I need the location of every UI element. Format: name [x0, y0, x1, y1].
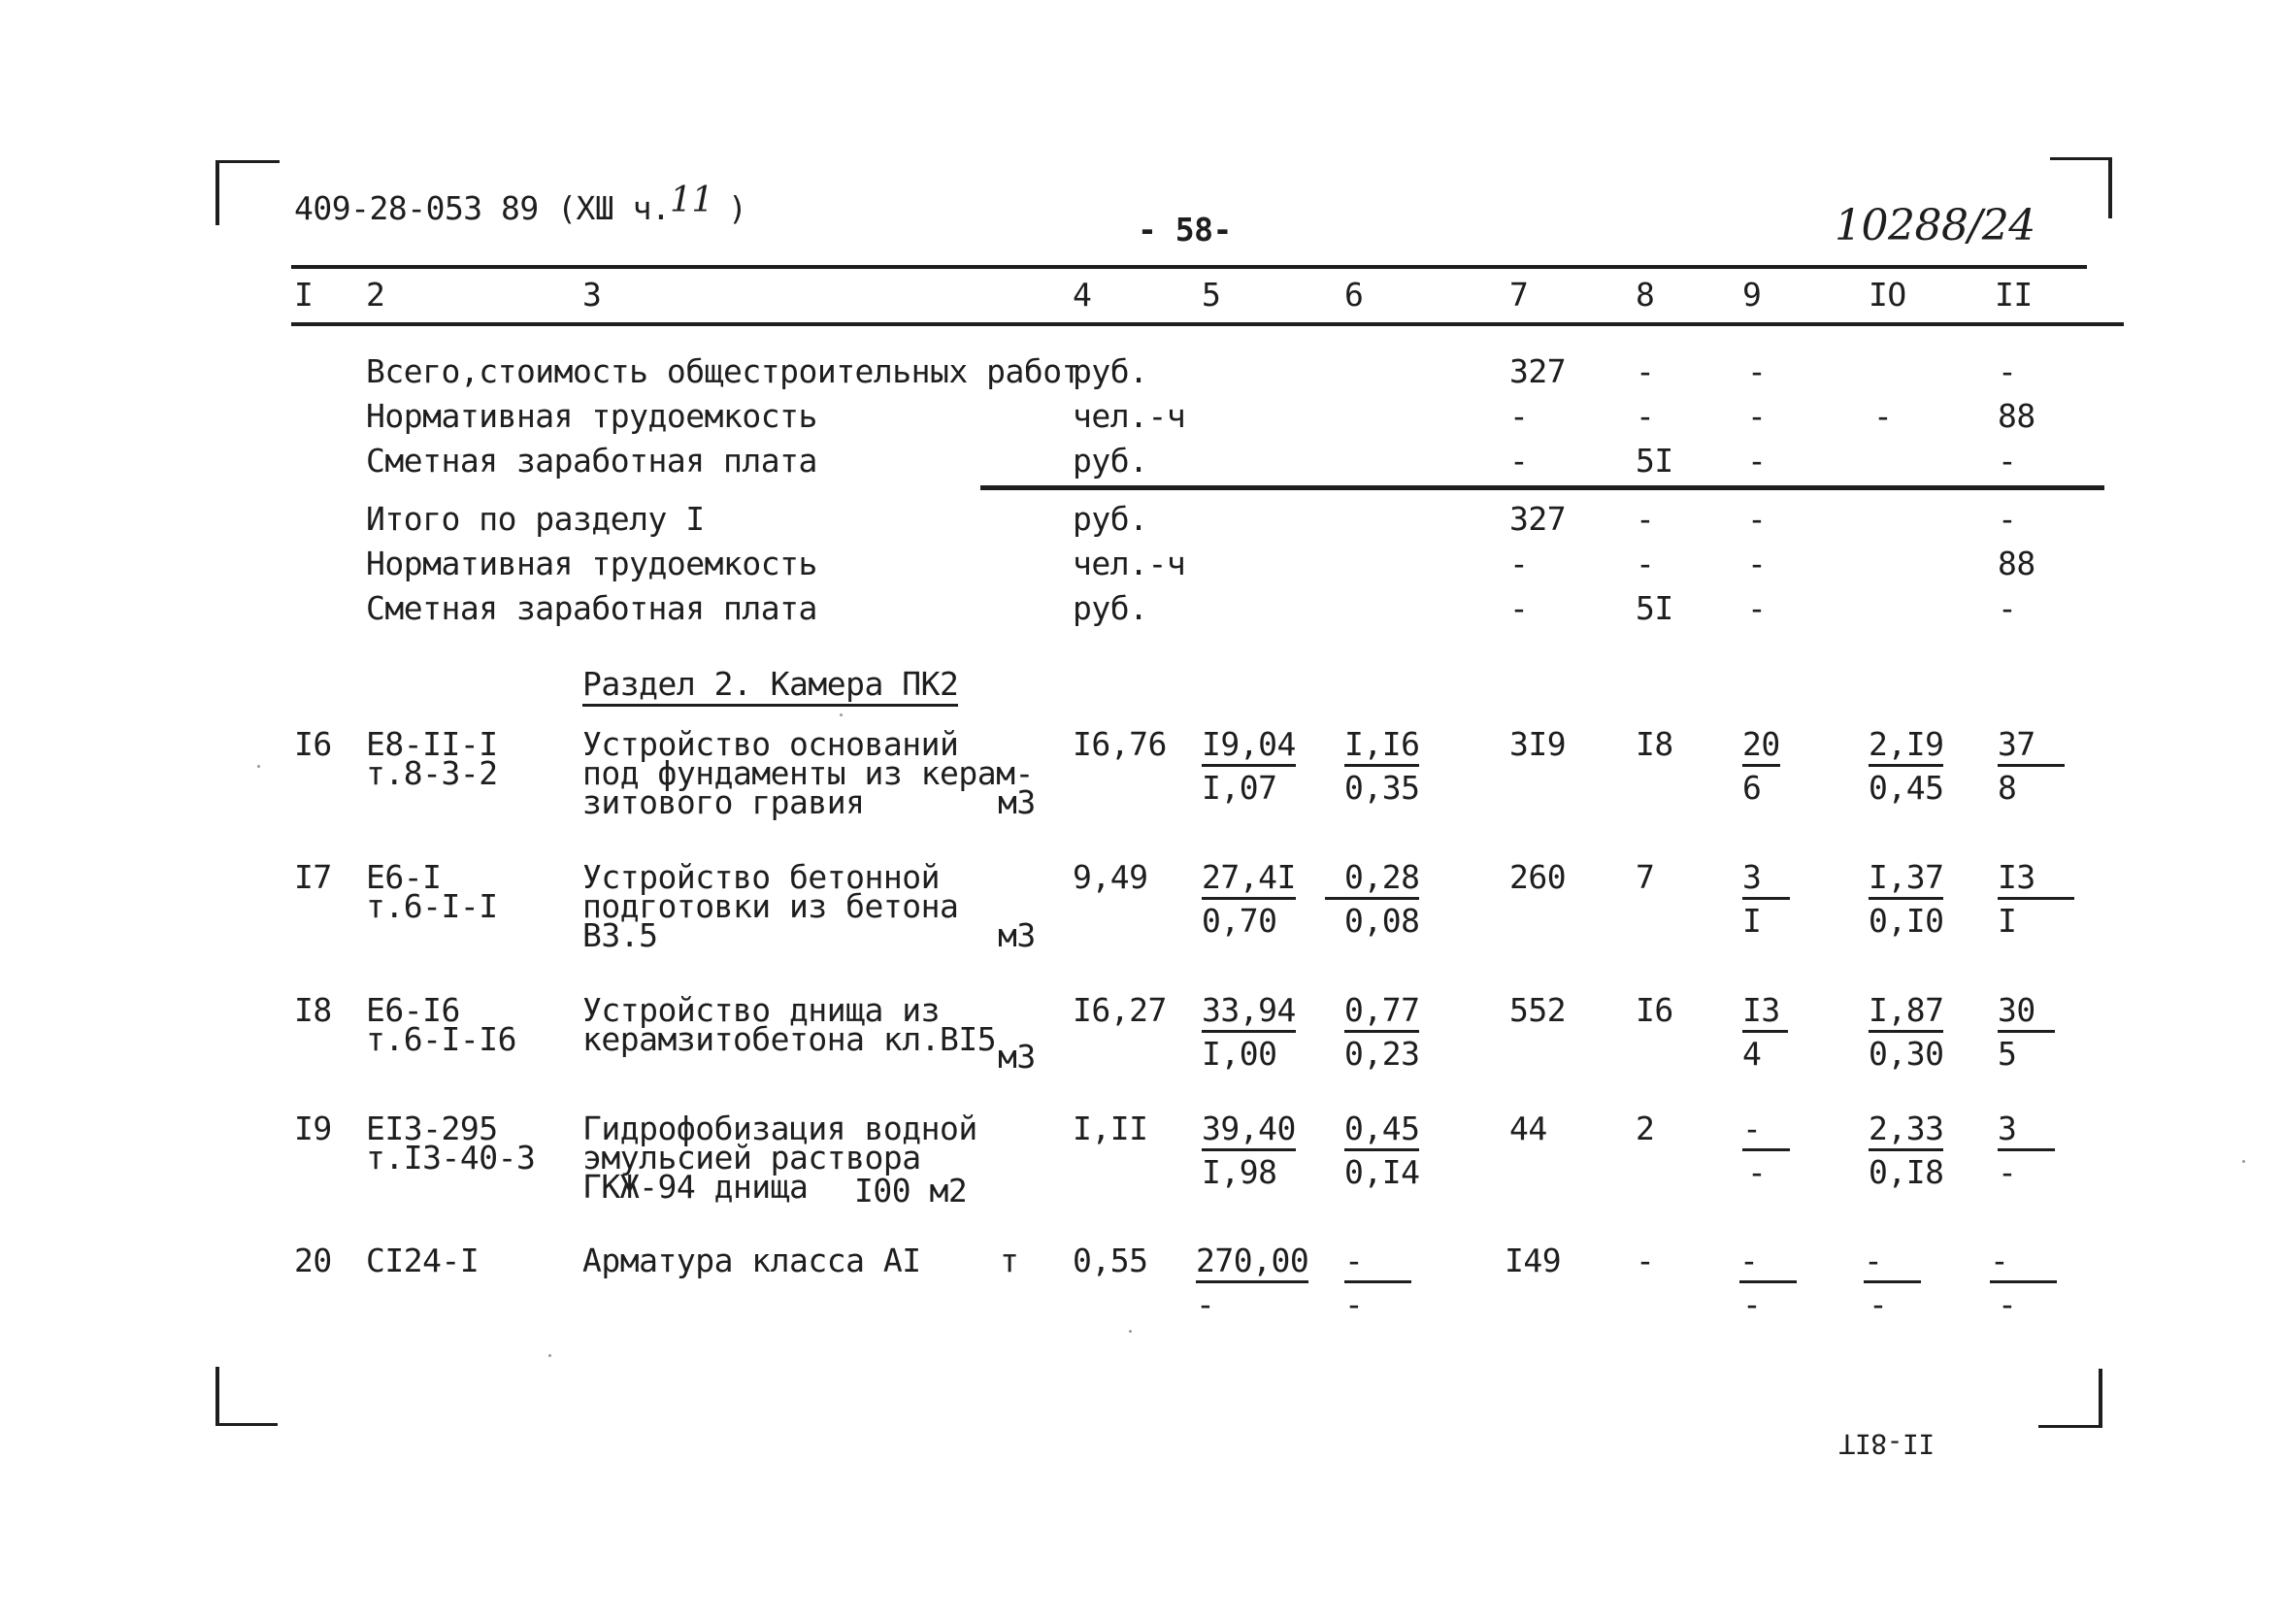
part-number: 11 [670, 181, 713, 220]
row-c5-bottom: 0,70 [1202, 902, 1277, 940]
header-top-rule [291, 265, 2087, 269]
corner-mark-bottom-left [215, 1367, 278, 1426]
section-labor-c8: - [1636, 545, 1655, 582]
row-c10-top: I,87 [1869, 992, 1943, 1033]
row-c7: I49 [1505, 1242, 1562, 1279]
col-header-7: 7 [1509, 276, 1529, 314]
row-c6-bottom: 0,23 [1344, 1035, 1420, 1073]
total-row-c9: - [1747, 352, 1767, 390]
section-labor-label: Нормативная трудоемкость [366, 545, 817, 582]
row-c4: I6,76 [1073, 725, 1167, 763]
row-c5-bottom: - [1196, 1285, 1215, 1323]
section-wage-c9: - [1747, 589, 1767, 627]
header-bottom-rule [291, 322, 2124, 326]
row-number: I9 [294, 1110, 332, 1147]
row-code-line-1: СI24-I [366, 1242, 480, 1279]
row-desc-line-3: В3.5 [582, 916, 658, 954]
row-c10-bottom: 0,I8 [1869, 1153, 1944, 1191]
labor-row-c10: - [1873, 397, 1893, 435]
row-code-line-1: Е8-II-I [366, 725, 498, 763]
page-number: - 58- [1138, 211, 1232, 249]
col-header-5: 5 [1202, 276, 1221, 314]
scan-speck [1129, 1330, 1132, 1333]
row-c5-bottom: I,98 [1202, 1153, 1277, 1191]
row-c10-top: 2,I9 [1869, 726, 1943, 767]
row-c9-top: 20 [1742, 726, 1780, 767]
row-c10-bottom: 0,I0 [1869, 902, 1944, 940]
row-desc-line-1: Гидрофобизация водной [582, 1110, 977, 1147]
row-c6-bottom: 0,35 [1344, 769, 1420, 807]
labor-row-c9: - [1747, 397, 1767, 435]
col-header-10: IO [1869, 276, 1906, 314]
wage-row-c11: - [1998, 442, 2017, 480]
row-c7: 552 [1509, 991, 1567, 1029]
row-c6-bottom: - [1344, 1285, 1364, 1323]
col-header-3: 3 [582, 276, 602, 314]
row-desc-line-1: Арматура класса АI [582, 1242, 921, 1279]
col-header-4: 4 [1073, 276, 1092, 314]
section-wage-unit: руб. [1073, 589, 1148, 627]
row-unit: м3 [998, 1038, 1036, 1076]
section-labor-c7: - [1509, 545, 1529, 582]
row-c10-top: I,37 [1869, 859, 1943, 900]
col-header-9: 9 [1742, 276, 1762, 314]
row-code-line-1: Е6-I6 [366, 991, 460, 1029]
row-c8: - [1636, 1242, 1655, 1279]
row-number: I8 [294, 991, 332, 1029]
row-code-line-1: Е6-I [366, 858, 442, 896]
row-number: I6 [294, 725, 332, 763]
row-c6-top: 0,77 [1344, 992, 1419, 1033]
corner-mark-top-left [215, 160, 280, 225]
row-number: 20 [294, 1242, 332, 1279]
row-code-line-2: т.8-3-2 [366, 754, 498, 792]
row-c5-top: 27,4I [1202, 859, 1296, 900]
row-c6-top: - [1344, 1243, 1411, 1283]
row-unit: I00 м2 [854, 1172, 968, 1210]
doc-code: 409-28-053 89 (ХШ ч. [294, 189, 671, 227]
row-c9-bottom: - [1742, 1285, 1762, 1323]
row-c11-bottom: I [1998, 902, 2017, 940]
row-desc-line-2: под фундаменты из керам- [582, 754, 1034, 792]
row-desc-line-2: подготовки из бетона [582, 887, 959, 925]
labor-row-c11: 88 [1998, 397, 2035, 435]
row-c11-top: 37 [1998, 726, 2065, 767]
scan-speck [548, 1354, 551, 1357]
row-c11-top: 30 [1998, 992, 2055, 1033]
row-c4: I,II [1073, 1110, 1148, 1147]
wage-row-c8: 5I [1636, 442, 1673, 480]
row-c11-top: - [1990, 1243, 2057, 1283]
total-row-unit: руб. [1073, 352, 1148, 390]
row-c9-top: - [1742, 1110, 1790, 1151]
row-c5-top: 39,40 [1202, 1110, 1296, 1151]
wage-row-c7: - [1509, 442, 1529, 480]
labor-row-unit: чел.-ч [1073, 397, 1186, 435]
total-row-c7: 327 [1509, 352, 1567, 390]
row-number: I7 [294, 858, 332, 896]
row-c11-bottom: 5 [1998, 1035, 2017, 1073]
row-c9-top: 3 [1742, 859, 1790, 900]
corner-mark-top-right [2050, 157, 2112, 218]
row-c10-bottom: - [1869, 1285, 1888, 1323]
row-c4: I6,27 [1073, 991, 1167, 1029]
row-code-line-2: т.I3-40-3 [366, 1139, 536, 1177]
row-c11-top: 3 [1998, 1110, 2055, 1151]
row-c9-top: I3 [1742, 992, 1788, 1033]
subtotal-rule [980, 485, 2104, 490]
row-code-line-1: ЕI3-295 [366, 1110, 498, 1147]
row-unit: м3 [998, 916, 1036, 954]
row-unit: м3 [998, 783, 1036, 821]
row-desc-line-1: Устройство бетонной [582, 858, 940, 896]
row-c9-bottom: 4 [1742, 1035, 1762, 1073]
labor-row-label: Нормативная трудоемкость [366, 397, 817, 435]
row-c6-top: I,I6 [1344, 726, 1419, 767]
row-c8: 7 [1636, 858, 1655, 896]
row-c9-bottom: - [1747, 1153, 1767, 1191]
section-labor-c11: 88 [1998, 545, 2035, 582]
row-c10-top: 2,33 [1869, 1110, 1943, 1151]
row-c7: 3I9 [1509, 725, 1567, 763]
total-row-c11: - [1998, 352, 2017, 390]
row-c10-bottom: 0,30 [1869, 1035, 1944, 1073]
row-c5-top: 33,94 [1202, 992, 1296, 1033]
section-wage-c8: 5I [1636, 589, 1673, 627]
row-c8: I8 [1636, 725, 1673, 763]
wage-row-c9: - [1747, 442, 1767, 480]
row-c10-bottom: 0,45 [1869, 769, 1944, 807]
row-c7: 44 [1509, 1110, 1547, 1147]
row-c5-bottom: I,00 [1202, 1035, 1277, 1073]
inventory-number: 10288/24 [1835, 201, 2035, 250]
row-c9-bottom: 6 [1742, 769, 1762, 807]
row-c6-top: 0,28 [1325, 859, 1419, 900]
section-total-unit: руб. [1073, 500, 1148, 538]
row-c10-top: - [1864, 1243, 1921, 1283]
section-total-c11: - [1998, 500, 2017, 538]
row-unit: т [1000, 1242, 1019, 1279]
section-title: Раздел 2. Камера ПК2 [582, 666, 958, 707]
row-c6-top: 0,45 [1344, 1110, 1419, 1151]
row-desc-line-3: зитового гравия [582, 783, 865, 821]
row-desc-line-3: ГКЖ-94 днища [582, 1168, 809, 1206]
row-c8: 2 [1636, 1110, 1655, 1147]
wage-row-unit: руб. [1073, 442, 1148, 480]
col-header-2: 2 [366, 276, 385, 314]
row-c4: 9,49 [1073, 858, 1148, 896]
section-total-c8: - [1636, 500, 1655, 538]
section-wage-label: Сметная заработная плата [366, 589, 817, 627]
labor-row-c8: - [1636, 397, 1655, 435]
footer-stamp: II-8IТ [1839, 1428, 1936, 1460]
row-c11-top: I3 [1998, 859, 2074, 900]
row-desc-line-1: Устройство днища из [582, 991, 940, 1029]
row-desc-line-2: эмульсией раствора [582, 1139, 921, 1177]
row-c5-top: 270,00 [1196, 1243, 1308, 1283]
labor-row-c7: - [1509, 397, 1529, 435]
doc-code-close: ) [728, 189, 747, 227]
section-total-c9: - [1747, 500, 1767, 538]
col-header-1: I [294, 276, 314, 314]
row-code-line-2: т.6-I-I [366, 887, 498, 925]
section-total-label: Итого по разделу I [366, 500, 705, 538]
row-c8: I6 [1636, 991, 1673, 1029]
row-c11-bottom: 8 [1998, 769, 2017, 807]
row-c6-bottom: 0,I4 [1344, 1153, 1420, 1191]
row-desc-line-2: керамзитобетона кл.ВI5 [582, 1020, 997, 1058]
row-c5-top: I9,04 [1202, 726, 1296, 767]
total-row-c8: - [1636, 352, 1655, 390]
scan-speck [2242, 1160, 2245, 1163]
row-c9-top: - [1739, 1243, 1797, 1283]
corner-mark-bottom-right [2038, 1369, 2102, 1428]
row-desc-line-1: Устройство оснований [582, 725, 959, 763]
row-c9-bottom: I [1742, 902, 1762, 940]
row-c7: 260 [1509, 858, 1567, 896]
row-code-line-2: т.6-I-I6 [366, 1020, 516, 1058]
section-total-c7: 327 [1509, 500, 1567, 538]
row-c6-bottom: 0,08 [1344, 902, 1420, 940]
row-c5-bottom: I,07 [1202, 769, 1277, 807]
section-wage-c11: - [1998, 589, 2017, 627]
col-header-8: 8 [1636, 276, 1655, 314]
wage-row-label: Сметная заработная плата [366, 442, 817, 480]
section-wage-c7: - [1509, 589, 1529, 627]
col-header-6: 6 [1344, 276, 1364, 314]
row-c4: 0,55 [1073, 1242, 1148, 1279]
row-c11-bottom: - [1998, 1153, 2017, 1191]
col-header-11: II [1995, 276, 2033, 314]
section-labor-unit: чел.-ч [1073, 545, 1186, 582]
section-labor-c9: - [1747, 545, 1767, 582]
scan-speck [257, 765, 260, 768]
total-row-label: Всего,стоимость общестроительных работ [366, 352, 1080, 390]
row-c11-bottom: - [1998, 1285, 2017, 1323]
scan-speck [840, 713, 843, 716]
